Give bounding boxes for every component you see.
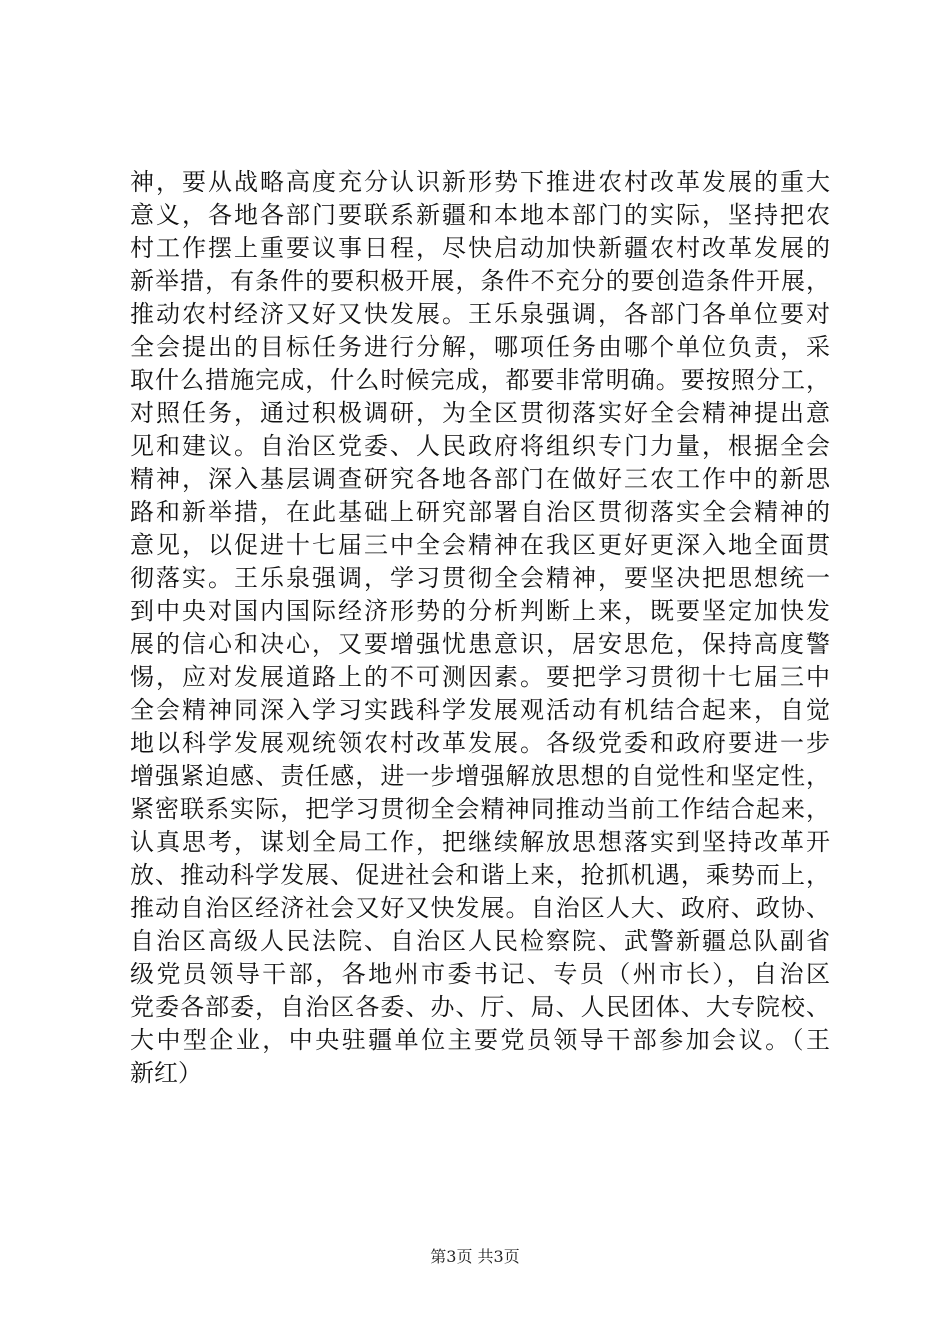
text-line: 紧密联系实际，把学习贯彻全会精神同推动当前工作结合起来， xyxy=(130,795,830,823)
article-body xyxy=(130,166,830,1090)
text-line: 全会精神同深入学习实践科学发展观活动有机结合起来，自觉 xyxy=(130,696,830,724)
text-line: 新红） xyxy=(130,1059,202,1087)
text-line: 意义，各地各部门要联系新疆和本地本部门的实际，坚持把农 xyxy=(130,201,830,229)
text-line: 级党员领导干部，各地州市委书记、专员（州市长），自治区 xyxy=(130,960,830,988)
text-line: 见和建议。自治区党委、人民政府将组织专门力量，根据全会 xyxy=(130,432,830,460)
text-line: 取什么措施完成，什么时候完成，都要非常明确。要按照分工， xyxy=(130,366,830,394)
text-line: 意见，以促进十七届三中全会精神在我区更好更深入地全面贯 xyxy=(130,531,830,559)
text-line: 惕，应对发展道路上的不可测因素。要把学习贯彻十七届三中 xyxy=(130,663,830,691)
text-line: 大中型企业，中央驻疆单位主要党员领导干部参加会议。（王 xyxy=(130,1026,830,1054)
text-line: 增强紧迫感、责任感，进一步增强解放思想的自觉性和坚定性， xyxy=(130,762,830,790)
text-line: 展的信心和决心，又要增强忧患意识，居安思危，保持高度警 xyxy=(130,630,830,658)
text-line: 精神，深入基层调查研究各地各部门在做好三农工作中的新思 xyxy=(130,465,830,493)
text-line: 路和新举措，在此基础上研究部署自治区贯彻落实全会精神的 xyxy=(130,498,830,526)
text-line: 认真思考，谋划全局工作，把继续解放思想落实到坚持改革开 xyxy=(130,828,830,856)
text-line: 放、推动科学发展、促进社会和谐上来，抢抓机遇，乘势而上， xyxy=(130,861,830,889)
text-line: 村工作摆上重要议事日程，尽快启动加快新疆农村改革发展的 xyxy=(130,234,830,262)
text-line: 对照任务，通过积极调研，为全区贯彻落实好全会精神提出意 xyxy=(130,399,830,427)
text-line: 自治区高级人民法院、自治区人民检察院、武警新疆总队副省 xyxy=(130,927,830,955)
text-line: 神，要从战略高度充分认识新形势下推进农村改革发展的重大 xyxy=(130,168,830,196)
text-line: 推动农村经济又好又快发展。王乐泉强调，各部门各单位要对 xyxy=(130,300,830,328)
page-number-footer: 第3页 共3页 xyxy=(430,1247,520,1266)
text-line: 新举措，有条件的要积极开展，条件不充分的要创造条件开展， xyxy=(130,267,830,295)
text-line: 到中央对国内国际经济形势的分析判断上来，既要坚定加快发 xyxy=(130,597,830,625)
text-line: 全会提出的目标任务进行分解，哪项任务由哪个单位负责，采 xyxy=(130,333,830,361)
text-line: 彻落实。王乐泉强调，学习贯彻全会精神，要坚决把思想统一 xyxy=(130,564,830,592)
text-line: 地以科学发展观统领农村改革发展。各级党委和政府要进一步 xyxy=(130,729,830,757)
text-line: 推动自治区经济社会又好又快发展。自治区人大、政府、政协、 xyxy=(130,894,830,922)
text-line: 党委各部委，自治区各委、办、厅、局、人民团体、大专院校、 xyxy=(130,993,830,1021)
